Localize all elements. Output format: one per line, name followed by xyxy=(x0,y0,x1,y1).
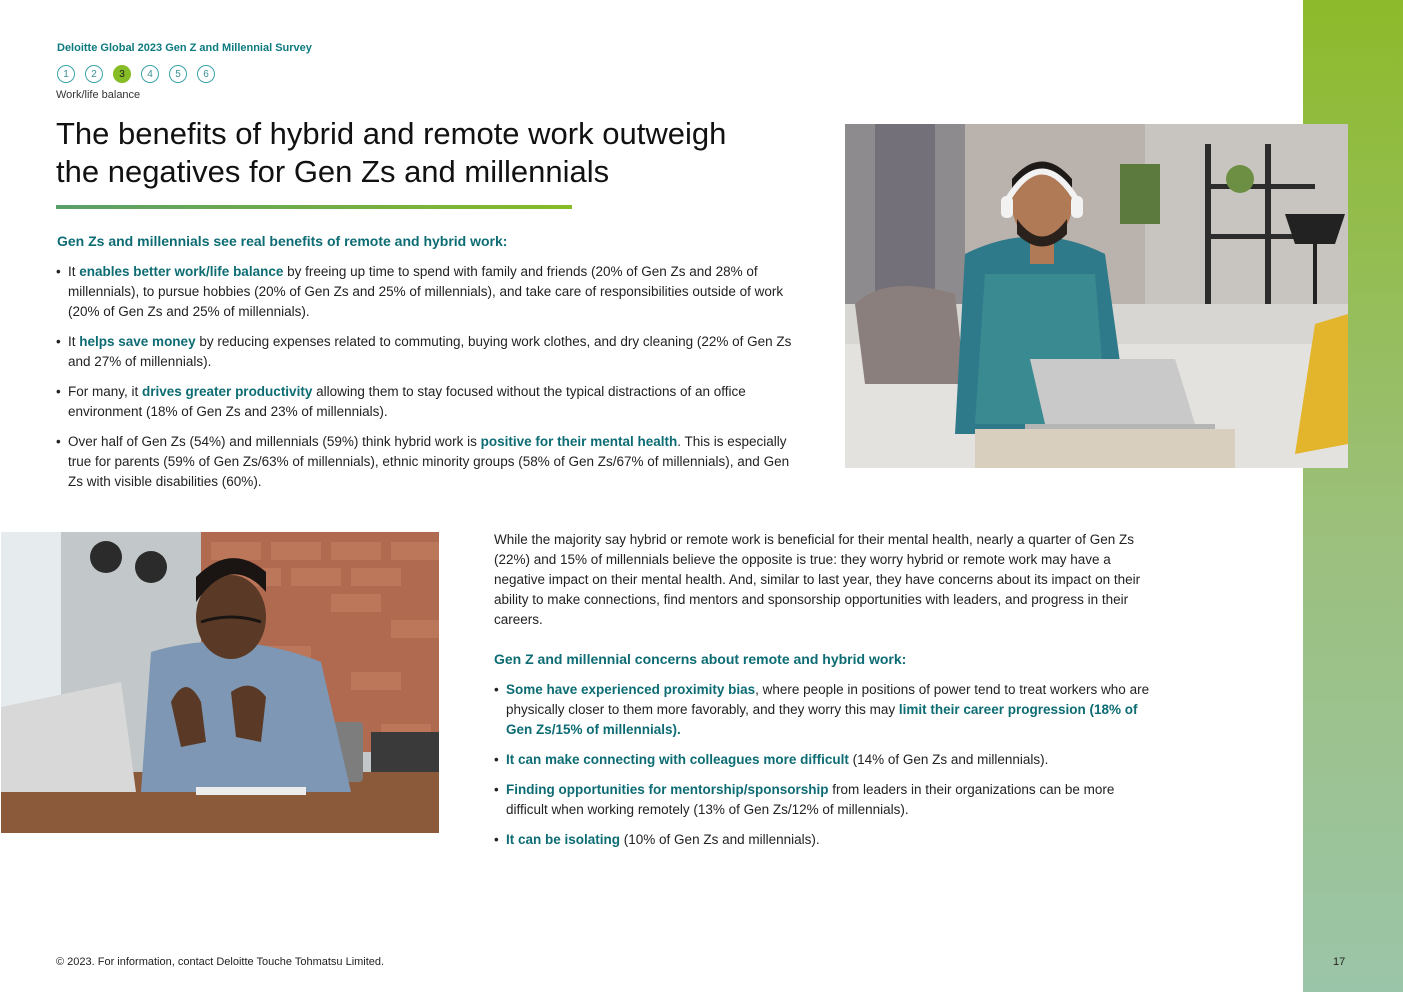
nav-section-2[interactable]: 2 xyxy=(85,65,103,83)
nav-section-5[interactable]: 5 xyxy=(169,65,187,83)
page-title: The benefits of hybrid and remote work outweigh the negatives for Gen Zs and millennials xyxy=(56,116,727,189)
footer-copyright: © 2023. For information, contact Deloitte Touche Tohmatsu Limited. xyxy=(56,956,385,968)
survey-title: Deloitte Global 2023 Gen Z and Millennial Survey xyxy=(57,42,312,54)
concern-item: • Some have experienced proximity bias, where people in positions of power tend to treat workers who are physically closer to them more favorably, and they worry this may limit their career progression (18% of Gen Zs/15% of millennials). xyxy=(494,680,1154,740)
concerns-lead: Gen Z and millennial concerns about remote and hybrid work: xyxy=(494,651,907,667)
photo-man-on-video-call-illustration xyxy=(1,532,439,833)
concern-item: • Finding opportunities for mentorship/sponsorship from leaders in their organizations can be more difficult when working remotely (13% of Gen Zs/12% of millennials). xyxy=(494,780,1154,820)
benefit-item: • Over half of Gen Zs (54%) and millennials (59%) think hybrid work is positive for their mental health. This is especially true for parents (59% of Gen Zs/63% of millennials), ethnic minority groups (58% of Gen Zs/67% of millennials), and Gen Zs with visible disabilities (60%). xyxy=(56,432,796,492)
title-underline xyxy=(56,205,572,209)
benefit-item: • It helps save money by reducing expenses related to commuting, buying work clothes, and dry cleaning (22% of Gen Zs and 27% of millennials). xyxy=(56,332,796,372)
nav-section-1[interactable]: 1 xyxy=(57,65,75,83)
benefits-list xyxy=(56,262,796,502)
nav-section-6[interactable]: 6 xyxy=(197,65,215,83)
nav-section-3-active[interactable]: 3 xyxy=(113,65,131,83)
benefit-item: • It enables better work/life balance by freeing up time to spend with family and friends (20% of Gen Zs and 28% of millennials), to pursue hobbies (20% of Gen Zs and 25% of millennials), and take care of responsibilities outside of work (20% of Gen Zs and 25% of millennials). xyxy=(56,262,796,322)
concerns-list xyxy=(494,680,1154,860)
concern-item: • It can be isolating (10% of Gen Zs and millennials). xyxy=(494,830,1154,850)
nav-section-4[interactable]: 4 xyxy=(141,65,159,83)
concerns-intro-paragraph: While the majority say hybrid or remote work is beneficial for their mental health, nearly a quarter of Gen Zs (22%) and 15% of millennials believe the opposite is true: they worry hybrid or remote work may have a negative impact on their mental health. And, similar to last year, they have concerns about its impact on their ability to make connections, find mentors and sponsorship opportunities with leaders, and progress in their careers. xyxy=(494,532,1141,627)
section-nav xyxy=(57,65,215,83)
photo-man-on-sofa-with-laptop xyxy=(845,124,1348,468)
page-number: 17 xyxy=(1333,956,1346,968)
concern-item: • It can make connecting with colleagues more difficult (14% of Gen Zs and millennials). xyxy=(494,750,1154,770)
benefit-item: • For many, it drives greater productivity allowing them to stay focused without the typical distractions of an office environment (18% of Gen Zs and 23% of millennials). xyxy=(56,382,796,422)
benefits-lead: Gen Zs and millennials see real benefits of remote and hybrid work: xyxy=(57,233,508,249)
section-label: Work/life balance xyxy=(56,89,141,101)
photo-man-on-sofa-illustration xyxy=(845,124,1348,468)
photo-man-on-video-call xyxy=(1,532,439,833)
